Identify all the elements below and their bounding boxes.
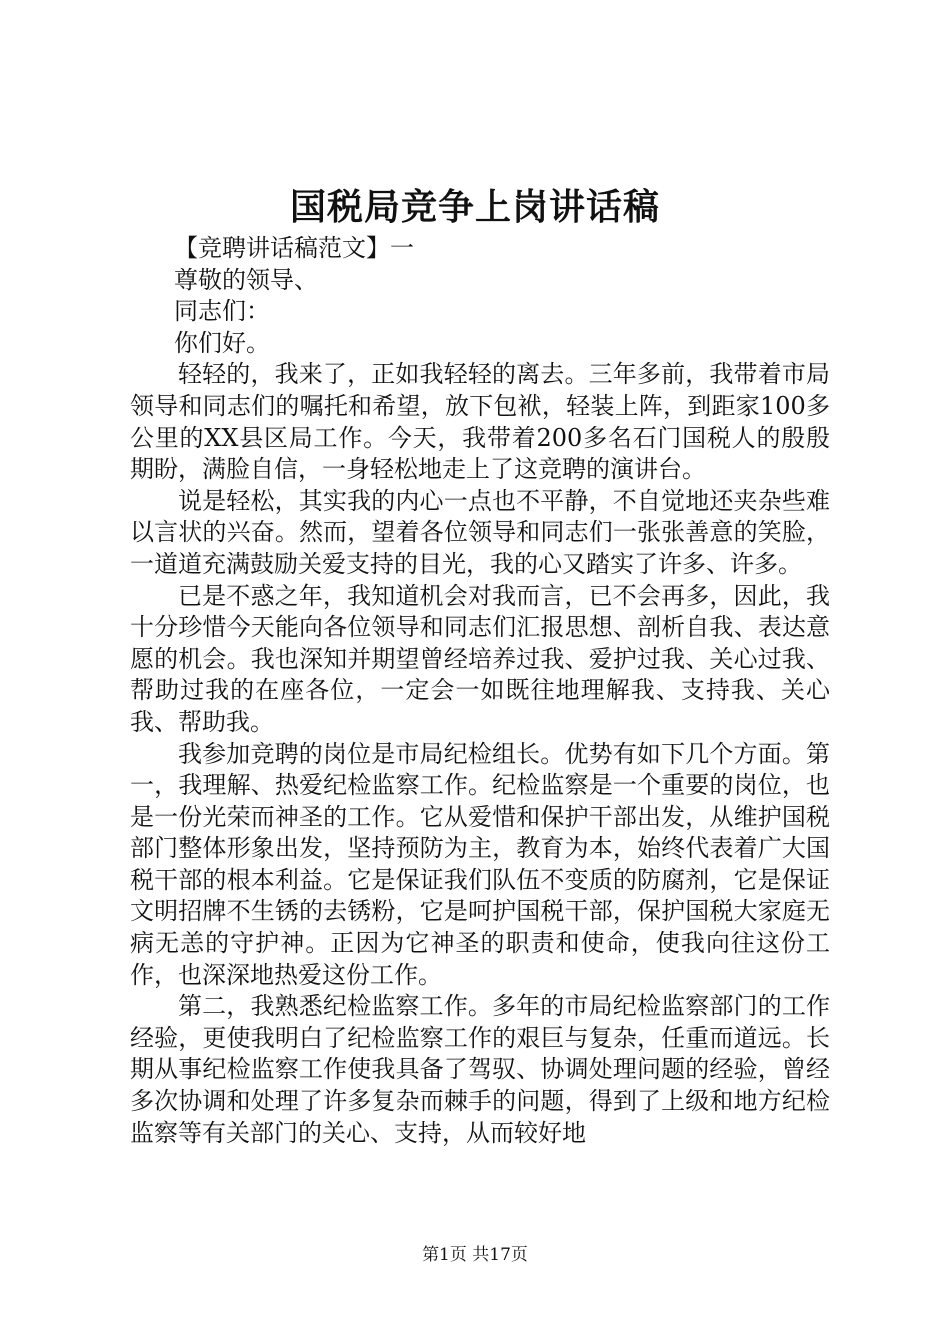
paragraph-salutation: 同志们： xyxy=(174,297,270,326)
page-footer: 第1页 共17页 xyxy=(422,1245,528,1265)
document-body xyxy=(130,233,830,1149)
document-title: 国税局竞争上岗讲话稿 xyxy=(289,186,660,228)
paragraph-heading: 【竞聘讲话稿范文】一 xyxy=(174,234,414,262)
paragraph: 说是轻松，其实我的内心一点也不平静，不自觉地还夹杂些难以言状的兴奋。然而，望着各位领导和同志们一张张善意的笑脸，一道道充满鼓励关爱支持的目光，我的心又踏实了许多、许多。 xyxy=(130,486,830,578)
paragraph-greeting: 你们好。 xyxy=(174,328,270,357)
paragraph: 我参加竞聘的岗位是市局纪检组长。优势有如下几个方面。第一，我理解、热爱纪检监察工作。纪检监察是一个重要的岗位，也是一份光荣而神圣的工作。它从爱惜和保护干部出发，从维护国税部门整体形象出发，坚持预防为主，教育为本，始终代表着广大国税干部的根本利益。它是保证我们队伍不变质的防腐剂，它是保证文明招牌不生锈的去锈粉，它是呵护国税干部，保护国税大家庭无病无恙的守护神。正因为它神圣的职责和使命，使我向往这份工作，也深深地热爱这份工作。 xyxy=(130,739,830,989)
paragraph-salutation: 尊敬的领导、 xyxy=(174,265,318,294)
paragraph: 第二，我熟悉纪检监察工作。多年的市局纪检监察部门的工作经验，更使我明白了纪检监察工作的艰巨与复杂，任重而道远。长期从事纪检监察工作使我具备了驾驭、协调处理问题的经验，曾经多次协调和处理了许多复杂而棘手的问题，得到了上级和地方纪检监察等有关部门的关心、支持，从而较好地 xyxy=(130,992,830,1147)
paragraph: 轻轻的，我来了，正如我轻轻的离去。三年多前，我带着市局领导和同志们的嘱托和希望，放下包袱，轻装上阵，到距家100多公里的XX县区局工作。今天，我带着200多名石门国税人的殷殷期盼，满脸自信，一身轻松地走上了这竞聘的演讲台。 xyxy=(130,360,830,484)
paragraph: 已是不惑之年，我知道机会对我而言，已不会再多，因此，我十分珍惜今天能向各位领导和同志们汇报思想、剖析自我、表达意愿的机会。我也深知并期望曾经培养过我、爱护过我、关心过我、帮助过我的在座各位，一定会一如既往地理解我、支持我、关心我、帮助我。 xyxy=(130,581,830,736)
